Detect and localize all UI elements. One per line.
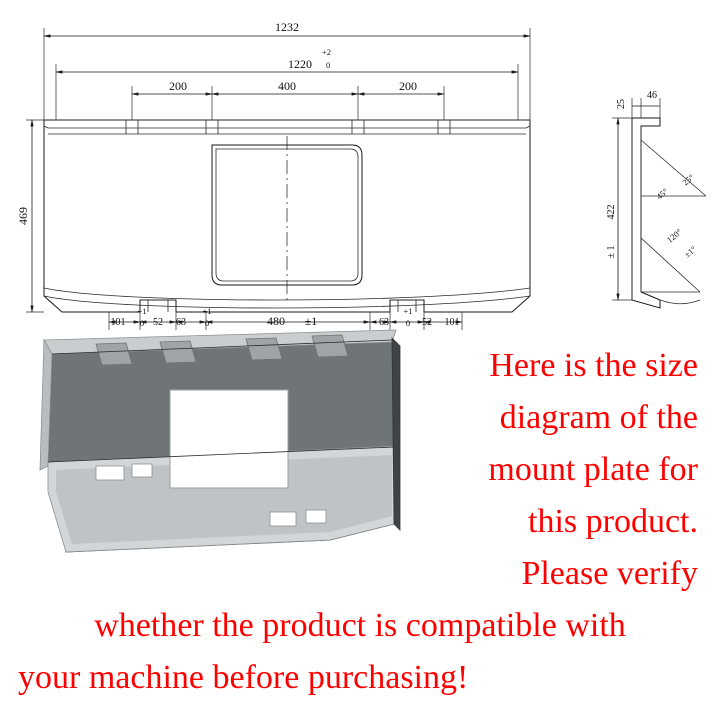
dim-side-height: 422	[606, 204, 617, 220]
front-view	[16, 20, 530, 330]
dim-tol-zero-a: 0	[139, 318, 145, 328]
dim-overall-width: 1232	[275, 20, 299, 34]
angle-upper-45: 45°	[654, 186, 670, 202]
dim-bottom-left-52: 52	[153, 317, 163, 328]
dim-inner-width: 1220	[288, 57, 312, 71]
dim-tol-zero-b: 0	[204, 318, 210, 328]
dim-tol-plus1-b: +1	[202, 306, 212, 316]
notice-line-4: this product.	[528, 503, 698, 540]
dim-bottom-right-63: 63	[379, 317, 389, 328]
dim-span-center: 400	[278, 79, 296, 93]
dim-bottom-right-52: 52	[422, 317, 432, 328]
dim-side-height-tol: ± 1	[606, 245, 617, 259]
dim-tol-plus1-a: +1	[137, 306, 147, 316]
side-view	[606, 90, 706, 308]
notice-line-3: mount plate for	[488, 451, 698, 488]
dim-bottom-right-101: 101	[444, 317, 460, 328]
notice-line-5: Please verify	[521, 555, 698, 592]
dim-inner-width-tol-upper: +2	[322, 47, 332, 57]
notice-line-6: whether the product is compatible with	[94, 607, 626, 644]
dim-height: 469	[16, 207, 30, 225]
dim-bottom-center-tol: ±1	[304, 314, 318, 328]
dim-bottom-center: 480	[267, 314, 285, 328]
dim-side-thickness: 25	[616, 99, 627, 109]
dim-tol-zero-c: 0	[405, 318, 411, 328]
dim-tol-plus1-c: +1	[403, 306, 413, 316]
dim-span-right: 200	[399, 79, 417, 93]
notice-line-7: your machine before purchasing!	[18, 659, 469, 696]
angle-lower-tol: ±1°	[682, 243, 699, 260]
dim-span-left: 200	[169, 79, 187, 93]
dim-bottom-left-101: 101	[110, 317, 126, 328]
angle-lower-120: 120°	[664, 226, 684, 245]
compatibility-notice	[8, 340, 712, 704]
dim-bottom-left-63: 63	[176, 317, 186, 328]
dim-inner-width-tol-lower: 0	[326, 60, 331, 70]
notice-line-1: Here is the size	[489, 347, 698, 384]
angle-upper-25: 25°	[680, 172, 696, 188]
notice-line-2: diagram of the	[499, 399, 698, 436]
dim-side-width: 46	[647, 90, 657, 101]
